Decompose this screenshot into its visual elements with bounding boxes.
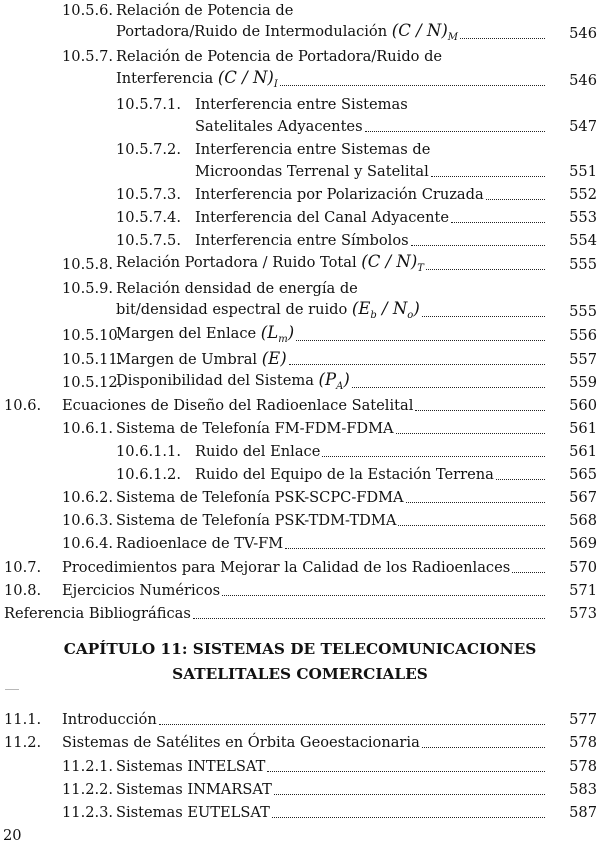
dot-leader (296, 340, 545, 341)
section-title (116, 756, 265, 778)
section-title: Relación de Potencia de (116, 2, 294, 19)
section-title (116, 487, 404, 509)
toc-entry[interactable] (0, 557, 600, 579)
page-reference: 546 (569, 25, 597, 42)
entry-text (4, 603, 548, 625)
dot-leader (274, 794, 545, 795)
toc-entry[interactable] (0, 23, 600, 45)
entry-text (116, 301, 548, 323)
chapter-title-line-2: SATELITALES COMERCIALES (172, 665, 428, 683)
title-text: Sistemas INMARSAT (116, 781, 272, 798)
page-reference: 568 (569, 512, 597, 529)
title-text: Referencia Bibliográficas (4, 605, 191, 622)
toc-entry[interactable] (0, 779, 600, 801)
section-title (62, 557, 510, 579)
toc-entry[interactable] (0, 464, 600, 486)
section-number: 10.5.9. (62, 280, 114, 297)
entry-text (195, 441, 548, 463)
title-text: Ruido del Enlace (195, 443, 321, 460)
math-subscript: T (417, 263, 424, 274)
math-subscript: M (447, 32, 459, 43)
toc-entry[interactable] (0, 441, 600, 463)
section-title (116, 779, 272, 801)
section-title (4, 603, 191, 625)
section-title (195, 184, 484, 206)
title-text: Sistemas EUTELSAT (116, 804, 270, 821)
page-reference: 552 (569, 186, 597, 203)
section-number: 10.6.4. (62, 535, 114, 552)
title-text: bit/densidad espectral de ruido (116, 301, 348, 318)
section-number: 11.2. (4, 734, 42, 751)
toc-entry[interactable] (0, 0, 600, 22)
section-title (116, 20, 458, 45)
title-text: Disponibilidad del Sistema (116, 372, 314, 389)
dot-leader (285, 548, 545, 549)
section-title (116, 510, 396, 532)
section-title (195, 230, 409, 252)
entry-text (116, 254, 548, 276)
section-title (116, 369, 350, 394)
title-text: Margen del Enlace (116, 325, 257, 342)
title-text: Sistema de Telefonía FM-FDM-FDMA (116, 420, 394, 437)
toc-entry[interactable] (0, 116, 600, 138)
title-text: Interferencia del Canal Adyacente (195, 209, 449, 226)
dot-leader (280, 85, 545, 86)
math-subscript: m (278, 334, 288, 345)
section-title: Relación de Potencia de Portadora/Ruido de (116, 48, 443, 65)
dot-leader (451, 222, 545, 223)
page-reference: 555 (569, 256, 597, 273)
dot-leader (422, 747, 545, 748)
dot-leader (460, 38, 545, 39)
section-number: 10.5.11. (62, 351, 123, 368)
toc-entry[interactable] (0, 732, 600, 754)
page-reference: 546 (569, 72, 597, 89)
page-reference: 567 (569, 489, 597, 506)
dot-leader (406, 502, 545, 503)
section-number: 10.5.8. (62, 256, 114, 273)
entry-text (116, 372, 548, 394)
page-reference: 577 (569, 711, 597, 728)
page-reference: 561 (569, 443, 597, 460)
math-symbol: (P (318, 370, 337, 389)
math-symbol: (C / N) (217, 68, 274, 87)
title-text: Sistemas de Satélites en Órbita Geoestacionaria (62, 734, 420, 751)
entry-text (116, 802, 548, 824)
section-title (62, 395, 413, 417)
toc-entry[interactable] (0, 207, 600, 229)
section-number: 10.5.7.2. (116, 141, 181, 158)
toc-entry[interactable] (0, 94, 600, 116)
toc-entry[interactable] (0, 139, 600, 161)
math-symbol: (C / N) (361, 252, 418, 271)
title-text: Sistemas INTELSAT (116, 758, 266, 775)
section-title (195, 441, 320, 463)
dot-leader (496, 479, 545, 480)
title-text: Interferencia (116, 70, 214, 87)
section-number: 10.7. (4, 559, 42, 576)
entry-text (62, 709, 548, 731)
entry-text (116, 23, 548, 45)
toc-entry[interactable] (0, 510, 600, 532)
dot-leader (512, 572, 545, 573)
section-number: 11.2.2. (62, 781, 114, 798)
dot-leader (422, 316, 545, 317)
toc-entry[interactable] (0, 46, 600, 68)
section-number: 10.6.3. (62, 512, 114, 529)
page-reference: 557 (569, 351, 597, 368)
page-reference: 561 (569, 420, 597, 437)
math-subscript: b (370, 310, 377, 321)
toc-entry[interactable] (0, 161, 600, 183)
dot-leader (431, 176, 545, 177)
math-symbol: ) (287, 323, 295, 342)
entry-text (116, 510, 548, 532)
toc-entry[interactable] (0, 418, 600, 440)
math-symbol: (C / N) (391, 21, 448, 40)
chapter-title-line-1: CAPÍTULO 11: SISTEMAS DE TELECOMUNICACIONES (63, 640, 537, 658)
title-text: Radioenlace de TV-FM (116, 535, 284, 552)
toc-entry[interactable] (0, 580, 600, 602)
section-number: 10.5.12. (62, 374, 123, 391)
dot-leader (193, 618, 545, 619)
page-reference: 556 (569, 327, 597, 344)
toc-entry[interactable] (0, 395, 600, 417)
page-reference: 547 (569, 118, 597, 135)
section-title (195, 161, 429, 183)
page-reference: 570 (569, 559, 597, 576)
page-reference: 571 (569, 582, 597, 599)
section-number: 10.6.1. (62, 420, 114, 437)
dot-leader (322, 456, 545, 457)
scan-mark (5, 689, 19, 690)
title-text: Microondas Terrenal y Satelital (195, 163, 429, 180)
entry-text (195, 116, 548, 138)
math-subscript: A (336, 381, 344, 392)
title-text: Ejercicios Numéricos (62, 582, 221, 599)
section-title: Relación densidad de energía de (116, 280, 358, 297)
toc-entry[interactable] (0, 603, 600, 625)
dot-leader (411, 245, 545, 246)
entry-text (116, 325, 548, 347)
page-reference: 551 (569, 163, 597, 180)
section-title (195, 207, 449, 229)
section-title (116, 533, 283, 555)
section-title (62, 580, 220, 602)
toc-entry[interactable] (0, 184, 600, 206)
toc-entry[interactable] (0, 254, 600, 276)
section-number: 10.6. (4, 397, 42, 414)
section-number: 10.8. (4, 582, 42, 599)
section-title: Interferencia entre Sistemas (195, 96, 408, 113)
section-number: 10.5.7.1. (116, 96, 181, 113)
section-number: 10.5.7.4. (116, 209, 181, 226)
toc-entry[interactable] (0, 802, 600, 824)
entry-text (195, 184, 548, 206)
page-reference: 573 (569, 605, 597, 622)
title-text: Satelitales Adyacentes (195, 118, 363, 135)
page-reference: 583 (569, 781, 597, 798)
title-text: Introducción (62, 711, 157, 728)
section-title (116, 67, 278, 92)
section-number: 11.2.3. (62, 804, 114, 821)
section-title: Interferencia entre Sistemas de (195, 141, 431, 158)
page-reference: 578 (569, 734, 597, 751)
toc-entry[interactable] (0, 70, 600, 92)
page-reference: 587 (569, 804, 597, 821)
section-title (116, 418, 394, 440)
entry-text (116, 487, 548, 509)
section-number: 10.6.1.1. (116, 443, 181, 460)
section-title (116, 298, 420, 323)
dot-leader (272, 817, 545, 818)
dot-leader (415, 410, 545, 411)
toc-entry[interactable] (0, 325, 600, 347)
page-reference: 553 (569, 209, 597, 226)
title-text: Procedimientos para Mejorar la Calidad de los Radioenlaces (62, 559, 511, 576)
dot-leader (396, 433, 545, 434)
section-number: 11.2.1. (62, 758, 114, 775)
section-title (195, 116, 363, 138)
dot-leader (426, 269, 545, 270)
dot-leader (365, 131, 545, 132)
section-number: 10.5.7. (62, 48, 114, 65)
section-number: 10.6.2. (62, 489, 114, 506)
entry-text (195, 230, 548, 252)
page-reference: 559 (569, 374, 597, 391)
entry-text (116, 756, 548, 778)
entry-text (116, 70, 548, 92)
title-text: Sistema de Telefonía PSK-TDM-TDMA (116, 512, 397, 529)
math-symbol: (E) (261, 349, 287, 368)
page-reference: 554 (569, 232, 597, 249)
dot-leader (352, 387, 545, 388)
section-number: 10.5.10. (62, 327, 123, 344)
section-number: 10.5.7.3. (116, 186, 181, 203)
math-subscript: I (273, 79, 278, 90)
entry-text (195, 464, 548, 486)
toc-entry[interactable] (0, 756, 600, 778)
title-text: Portadora/Ruido de Intermodulación (116, 23, 388, 40)
section-title (62, 709, 157, 731)
section-title (116, 348, 287, 371)
math-symbol: / N (376, 299, 408, 318)
title-text: Margen de Umbral (116, 351, 258, 368)
toc-entry[interactable] (0, 349, 600, 371)
section-number: 10.5.7.5. (116, 232, 181, 249)
toc-entry[interactable] (0, 487, 600, 509)
section-title (116, 322, 294, 347)
toc-entry[interactable] (0, 533, 600, 555)
math-symbol: ) (413, 299, 420, 318)
entry-text (116, 779, 548, 801)
title-text: Ruido del Equipo de la Estación Terrena (195, 466, 494, 483)
dot-leader (486, 199, 545, 200)
page-number: 20 (3, 827, 22, 844)
math-symbol: ) (343, 370, 350, 389)
section-title (116, 251, 424, 276)
title-text: Relación Portadora / Ruido Total (116, 254, 357, 271)
entry-text (62, 395, 548, 417)
entry-text (116, 418, 548, 440)
title-text: Interferencia entre Símbolos (195, 232, 409, 249)
math-subscript: o (407, 310, 414, 321)
page-reference: 565 (569, 466, 597, 483)
entry-text (62, 580, 548, 602)
section-number: 11.1. (4, 711, 42, 728)
entry-text (116, 349, 548, 371)
dot-leader (222, 595, 545, 596)
section-number: 10.5.6. (62, 2, 114, 19)
toc-entry[interactable] (0, 301, 600, 323)
title-text: Ecuaciones de Diseño del Radioenlace Satelital (62, 397, 414, 414)
entry-text (195, 161, 548, 183)
page-reference: 578 (569, 758, 597, 775)
title-text: Sistema de Telefonía PSK-SCPC-FDMA (116, 489, 404, 506)
title-text: Interferencia por Polarización Cruzada (195, 186, 484, 203)
entry-text (116, 533, 548, 555)
section-title (62, 732, 420, 754)
entry-text (62, 732, 548, 754)
toc-entry[interactable] (0, 230, 600, 252)
page-reference: 555 (569, 303, 597, 320)
entry-text (62, 557, 548, 579)
math-symbol: (L (260, 323, 279, 342)
dot-leader (267, 771, 545, 772)
dot-leader (289, 364, 545, 365)
section-title (116, 802, 270, 824)
section-number: 10.6.1.2. (116, 466, 181, 483)
dot-leader (398, 525, 545, 526)
toc-entry[interactable] (0, 372, 600, 394)
entry-text (195, 207, 548, 229)
toc-entry[interactable] (0, 278, 600, 300)
dot-leader (159, 724, 545, 725)
math-symbol: (E (351, 299, 371, 318)
section-title (195, 464, 494, 486)
page-reference: 560 (569, 397, 597, 414)
page-reference: 569 (569, 535, 597, 552)
toc-entry[interactable] (0, 709, 600, 731)
